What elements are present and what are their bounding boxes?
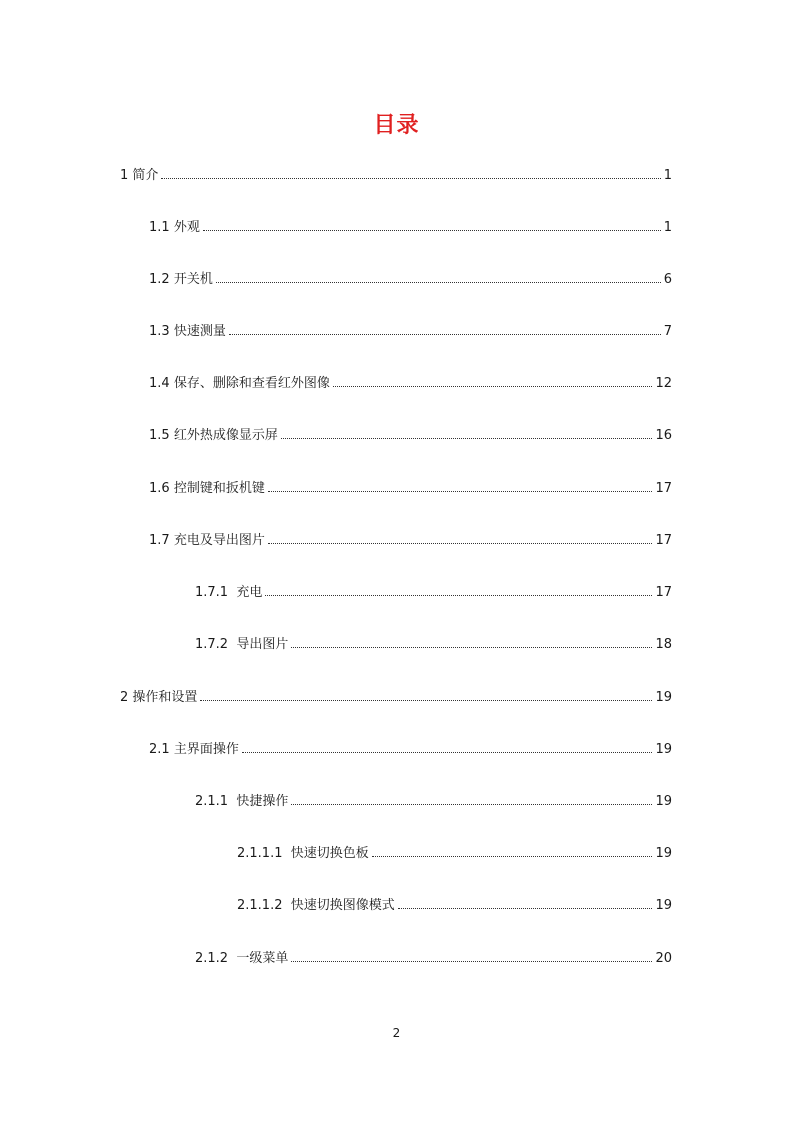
toc-dot-leader xyxy=(268,532,653,544)
toc-entry-title: 快速切换图像模式 xyxy=(290,898,395,913)
toc-entry[interactable] xyxy=(237,897,672,915)
toc-dot-leader xyxy=(229,323,661,335)
toc-dot-leader xyxy=(372,845,653,857)
toc-entry-page: 19 xyxy=(655,794,672,809)
toc-entry-number: 2.1.1.2 xyxy=(237,898,291,913)
toc-entry[interactable] xyxy=(149,219,672,237)
toc-entry-page: 20 xyxy=(655,951,672,966)
toc-entry-page: 19 xyxy=(655,742,672,757)
toc-dot-leader xyxy=(200,689,652,701)
toc-entry-number: 2.1.1.1 xyxy=(237,846,291,861)
toc-entry-number: 1.7.2 xyxy=(195,637,237,652)
toc-entry-page: 7 xyxy=(663,324,672,339)
toc-entry-title: 保存、删除和查看红外图像 xyxy=(173,376,330,391)
toc-entry-title: 外观 xyxy=(173,220,200,235)
toc-dot-leader xyxy=(161,167,660,179)
toc-entry-page: 12 xyxy=(655,376,672,391)
toc-entry-number: 2.1.1 xyxy=(195,794,237,809)
toc-entry-title: 快速测量 xyxy=(173,324,226,339)
toc-dot-leader xyxy=(265,584,652,596)
toc-entry-title: 快速切换色板 xyxy=(290,846,369,861)
toc-entry-number: 1.6 xyxy=(149,481,174,496)
toc-entry-title: 操作和设置 xyxy=(132,690,198,705)
toc-entry-title: 导出图片 xyxy=(236,637,289,652)
toc-entry[interactable] xyxy=(195,636,672,654)
toc-title: 目录 xyxy=(373,113,420,138)
toc-entry-page: 18 xyxy=(655,637,672,652)
toc-entry[interactable] xyxy=(195,793,672,811)
toc-entry-page: 17 xyxy=(655,585,672,600)
toc-entry-number: 1.7.1 xyxy=(195,585,237,600)
toc-dot-leader xyxy=(268,480,653,492)
toc-entry-title: 快捷操作 xyxy=(236,794,289,809)
toc-entry[interactable] xyxy=(195,584,672,602)
toc-entry-page: 19 xyxy=(655,846,672,861)
toc-entry-number: 1.7 xyxy=(149,533,174,548)
toc-entry-number: 2 xyxy=(120,690,133,705)
toc-entry-number: 1.5 xyxy=(149,428,174,443)
toc-entry[interactable] xyxy=(149,323,672,341)
toc-entry-title: 控制键和扳机键 xyxy=(173,481,265,496)
toc-entry-page: 19 xyxy=(655,690,672,705)
toc-entry[interactable] xyxy=(120,167,672,185)
toc-entry-number: 1.4 xyxy=(149,376,174,391)
toc-entry-title: 充电 xyxy=(236,585,263,600)
toc-entry-page: 19 xyxy=(655,898,672,913)
toc-dot-leader xyxy=(333,375,653,387)
toc-entry-title: 主界面操作 xyxy=(173,742,239,757)
toc-dot-leader xyxy=(291,793,652,805)
toc-entry-number: 2.1 xyxy=(149,742,174,757)
toc-entry-page: 17 xyxy=(655,481,672,496)
toc-dot-leader xyxy=(203,219,661,231)
toc-entry[interactable] xyxy=(120,689,672,707)
toc-entry[interactable] xyxy=(149,532,672,550)
toc-dot-leader xyxy=(216,271,661,283)
toc-entry[interactable] xyxy=(149,427,672,445)
toc-dot-leader xyxy=(398,897,653,909)
toc-entry-title: 开关机 xyxy=(173,272,213,287)
toc-entry-number: 1.3 xyxy=(149,324,174,339)
toc-entry-page: 16 xyxy=(655,428,672,443)
toc-entry-title: 红外热成像显示屏 xyxy=(173,428,278,443)
toc-entry-page: 17 xyxy=(655,533,672,548)
toc-entry[interactable] xyxy=(149,480,672,498)
toc-entry-number: 1.2 xyxy=(149,272,174,287)
toc-entry-number: 1.1 xyxy=(149,220,174,235)
toc-dot-leader xyxy=(281,427,653,439)
page-number: 2 xyxy=(392,1026,401,1040)
toc-entry[interactable] xyxy=(149,741,672,759)
toc-entry-page: 1 xyxy=(663,168,672,183)
toc-entry[interactable] xyxy=(149,375,672,393)
toc-entry-number: 2.1.2 xyxy=(195,951,237,966)
toc-entry-page: 6 xyxy=(663,272,672,287)
toc-dot-leader xyxy=(291,636,652,648)
toc-dot-leader xyxy=(242,741,653,753)
toc-entry[interactable] xyxy=(195,950,672,968)
toc-entry-title: 简介 xyxy=(132,168,159,183)
toc-entry-page: 1 xyxy=(663,220,672,235)
toc-entry-title: 一级菜单 xyxy=(236,951,289,966)
toc-entry-title: 充电及导出图片 xyxy=(173,533,265,548)
toc-entry[interactable] xyxy=(237,845,672,863)
toc-dot-leader xyxy=(291,950,652,962)
toc-entry[interactable] xyxy=(149,271,672,289)
toc-entry-number: 1 xyxy=(120,168,133,183)
